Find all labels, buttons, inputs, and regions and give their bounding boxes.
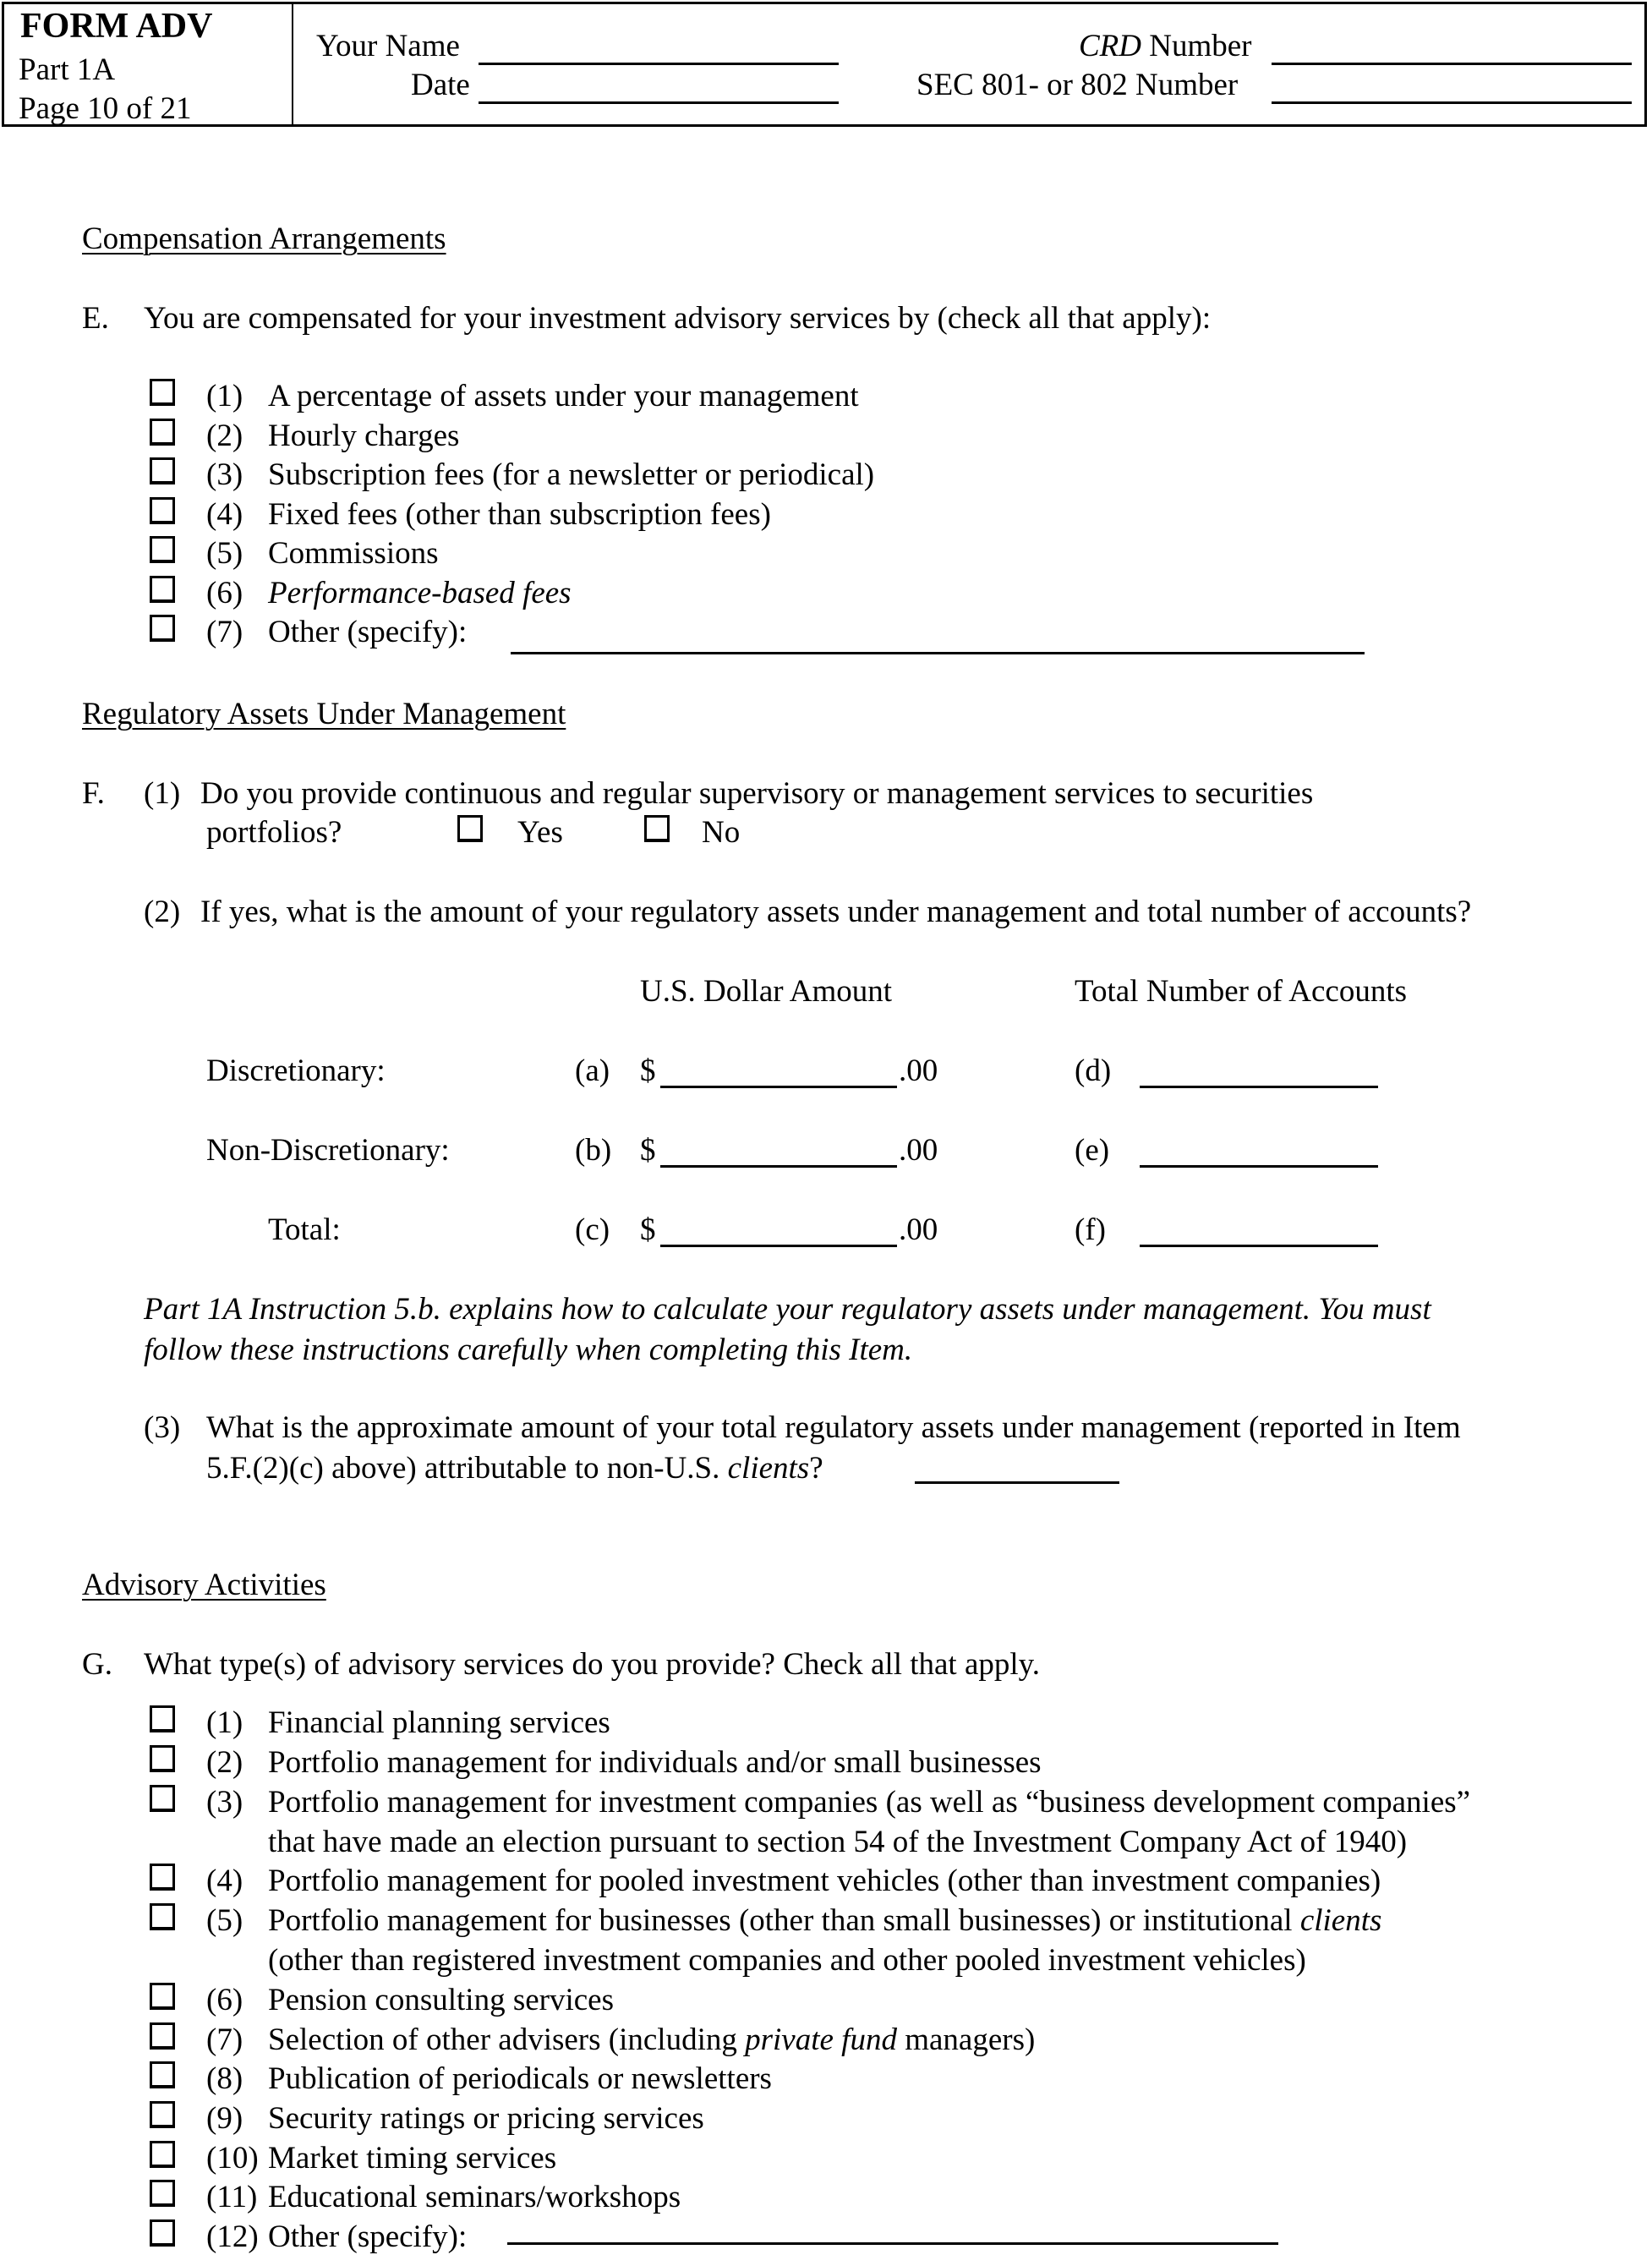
compensation-option-label: Performance-based fees — [268, 576, 572, 610]
label-text: Portfolio management for investment companies (as well as “business development companies” — [268, 1785, 1471, 1820]
instruction-note-line1: Part 1A Instruction 5.b. explains how to calculate your regulatory assets under management. You must — [144, 1292, 1431, 1327]
row-label: Non-Discretionary: — [206, 1133, 450, 1168]
advisory-service-checkbox[interactable] — [150, 1705, 175, 1732]
accounts-letter: (e) — [1075, 1133, 1110, 1168]
dollar-sign: $ — [640, 1054, 656, 1088]
crd-number-text: Number — [1141, 29, 1252, 63]
advisory-service-label — [268, 2024, 1035, 2055]
advisory-service-checkbox[interactable] — [150, 2141, 175, 2168]
option-number: (7) — [206, 2022, 243, 2057]
item-f1-question: Do you provide continuous and regular supervisory or management services to securities — [200, 776, 1314, 811]
label-text: Educational seminars/workshops — [268, 2180, 681, 2214]
no-label: No — [702, 815, 741, 850]
label-text: Portfolio management for individuals and/or small businesses — [268, 1745, 1042, 1780]
advisory-service-label — [268, 2181, 681, 2213]
your-name-label: Your Name — [316, 29, 460, 63]
crd-number-field[interactable] — [1272, 63, 1632, 65]
option-number: (3) — [206, 457, 243, 492]
no-checkbox[interactable] — [644, 815, 670, 842]
item-e-letter: E. — [82, 301, 109, 336]
clients-term: clients — [727, 1451, 810, 1486]
label-text: Security ratings or pricing services — [268, 2101, 704, 2136]
advisory-service-label — [268, 1984, 614, 2016]
row-label: Discretionary: — [206, 1054, 386, 1088]
dollar-amount-field[interactable] — [660, 1165, 897, 1168]
advisory-service-checkbox[interactable] — [150, 1864, 175, 1891]
dollar-amount-field[interactable] — [660, 1086, 897, 1088]
dollar-sign: $ — [640, 1212, 656, 1247]
label-text: Pension consulting services — [268, 1983, 615, 2017]
option-number: (11) — [206, 2180, 258, 2214]
compensation-checkbox[interactable] — [150, 536, 175, 563]
page-number: Page 10 of 21 — [19, 91, 192, 126]
label-text: Publication of periodicals or newsletters — [268, 2061, 772, 2096]
compensation-option-label: Commissions — [268, 536, 439, 571]
compensation-checkbox[interactable] — [150, 615, 175, 642]
compensation-option-label: Other (specify): — [268, 615, 468, 649]
column-header-dollar-amount: U.S. Dollar Amount — [640, 974, 893, 1009]
yes-label: Yes — [517, 815, 563, 850]
form-title: FORM ADV — [20, 7, 213, 46]
number-of-accounts-field[interactable] — [1140, 1086, 1378, 1088]
column-header-number-of-accounts: Total Number of Accounts — [1075, 974, 1408, 1009]
option-number: (5) — [206, 536, 243, 571]
number-of-accounts-field[interactable] — [1140, 1245, 1378, 1247]
advisory-service-label — [268, 1865, 1381, 1896]
option-number: (9) — [206, 2101, 243, 2136]
option-number: (7) — [206, 615, 243, 649]
item-e-question: You are compensated for your investment advisory services by (check all that apply): — [144, 301, 1212, 336]
compensation-checkbox[interactable] — [150, 419, 175, 446]
cents-suffix: .00 — [899, 1054, 938, 1088]
accounts-letter: (f) — [1075, 1212, 1106, 1247]
advisory-service-label-cont: (other than registered investment companies and other pooled investment vehicles) — [268, 1943, 1306, 1978]
crd-abbr: CRD — [1079, 29, 1141, 63]
advisory-service-label — [268, 1787, 1470, 1818]
your-name-field[interactable] — [479, 63, 839, 65]
item-f1-num: (1) — [144, 776, 181, 811]
item-f3-question: What is the approximate amount of your total regulatory assets under management (reported in Item — [206, 1410, 1461, 1445]
item-f3-question-cont — [206, 1453, 823, 1484]
option-number: (12) — [206, 2219, 259, 2254]
label-text: Market timing services — [268, 2141, 557, 2176]
item-f3-qmark: ? — [809, 1451, 823, 1486]
yes-checkbox[interactable] — [457, 815, 483, 842]
header-divider — [292, 4, 293, 124]
option-number: (1) — [206, 379, 243, 413]
amount-letter: (c) — [575, 1212, 610, 1247]
date-label: Date — [411, 68, 470, 102]
date-field[interactable] — [479, 101, 839, 104]
option-number: (10) — [206, 2141, 259, 2176]
amount-letter: (a) — [575, 1054, 610, 1088]
cents-suffix: .00 — [899, 1133, 938, 1168]
advisory-service-checkbox[interactable] — [150, 1745, 175, 1772]
sec-number-field[interactable] — [1272, 101, 1632, 104]
item-f1-question-cont: portfolios? — [206, 815, 342, 850]
option-number: (3) — [206, 1785, 243, 1820]
advisory-service-checkbox[interactable] — [150, 2180, 175, 2207]
option-number: (2) — [206, 1745, 243, 1780]
compensation-checkbox[interactable] — [150, 497, 175, 524]
advisory-service-label — [268, 2103, 704, 2134]
section-heading-advisory-activities: Advisory Activities — [82, 1568, 326, 1602]
section-heading-compensation: Compensation Arrangements — [82, 222, 446, 256]
label-text: Portfolio management for businesses (other than small businesses) or institutional — [268, 1903, 1300, 1938]
compensation-checkbox[interactable] — [150, 576, 175, 603]
compensation-checkbox[interactable] — [150, 457, 175, 484]
advisory-service-label — [268, 2221, 467, 2252]
section-heading-regulatory-assets: Regulatory Assets Under Management — [82, 697, 566, 731]
option-number: (8) — [206, 2061, 243, 2096]
amount-letter: (b) — [575, 1133, 612, 1168]
option-number: (2) — [206, 419, 243, 453]
item-f3-text: 5.F.(2)(c) above) attributable to non-U.S. — [206, 1451, 728, 1486]
item-g-question: What type(s) of advisory services do you provide? Check all that apply. — [144, 1647, 1041, 1682]
instruction-note-line2: follow these instructions carefully when completing this Item. — [144, 1333, 913, 1367]
advisory-service-checkbox[interactable] — [150, 1785, 175, 1812]
label-text: Other (specify): — [268, 2219, 468, 2254]
compensation-option-label: Hourly charges — [268, 419, 460, 453]
number-of-accounts-field[interactable] — [1140, 1165, 1378, 1168]
label-text-after: managers) — [896, 2022, 1036, 2057]
cents-suffix: .00 — [899, 1212, 938, 1247]
row-label: Total: — [268, 1212, 341, 1247]
advisory-other-specify-field[interactable] — [507, 2242, 1278, 2245]
label-text: Selection of other advisers (including — [268, 2022, 746, 2057]
label-text: Portfolio management for pooled investment vehicles (other than investment companies) — [268, 1864, 1381, 1898]
compensation-option-label: Fixed fees (other than subscription fees) — [268, 497, 771, 532]
advisory-service-checkbox[interactable] — [150, 1983, 175, 2010]
advisory-service-label-cont: that have made an election pursuant to section 54 of the Investment Company Act of 1940) — [268, 1825, 1408, 1859]
item-f2-num: (2) — [144, 895, 181, 929]
item-g-letter: G. — [82, 1647, 112, 1682]
advisory-service-label — [268, 2143, 556, 2174]
label-text: Financial planning services — [268, 1705, 610, 1740]
option-number: (5) — [206, 1903, 243, 1938]
option-number: (6) — [206, 576, 243, 610]
advisory-service-label — [268, 1747, 1042, 1778]
advisory-service-checkbox[interactable] — [150, 2061, 175, 2088]
crd-label — [1079, 30, 1252, 62]
form-part: Part 1A — [19, 52, 116, 87]
item-f3-num: (3) — [144, 1410, 181, 1445]
compensation-option-label: Subscription fees (for a newsletter or periodical) — [268, 457, 875, 492]
compensation-checkbox[interactable] — [150, 379, 175, 406]
advisory-service-checkbox[interactable] — [150, 2022, 175, 2050]
advisory-service-checkbox[interactable] — [150, 2101, 175, 2128]
option-number: (1) — [206, 1705, 243, 1740]
advisory-service-label — [268, 2063, 772, 2094]
item-f-letter: F. — [82, 776, 105, 811]
option-number: (4) — [206, 1864, 243, 1898]
accounts-letter: (d) — [1075, 1054, 1112, 1088]
option-number: (6) — [206, 1983, 243, 2017]
dollar-amount-field[interactable] — [660, 1245, 897, 1247]
advisory-service-label — [268, 1905, 1381, 1936]
compensation-other-specify-field[interactable] — [511, 652, 1365, 654]
advisory-service-checkbox[interactable] — [150, 2219, 175, 2247]
item-f2-question: If yes, what is the amount of your regulatory assets under management and total number of accounts? — [200, 895, 1472, 929]
sec-number-label: SEC 801- or 802 Number — [916, 68, 1239, 102]
dollar-sign: $ — [640, 1133, 656, 1168]
advisory-service-label — [268, 1707, 610, 1738]
non-us-clients-amount-field[interactable] — [915, 1481, 1119, 1484]
defined-term: private fund — [745, 2022, 897, 2057]
defined-term: clients — [1299, 1903, 1382, 1938]
option-number: (4) — [206, 497, 243, 532]
compensation-option-label: A percentage of assets under your management — [268, 379, 859, 413]
advisory-service-checkbox[interactable] — [150, 1903, 175, 1930]
